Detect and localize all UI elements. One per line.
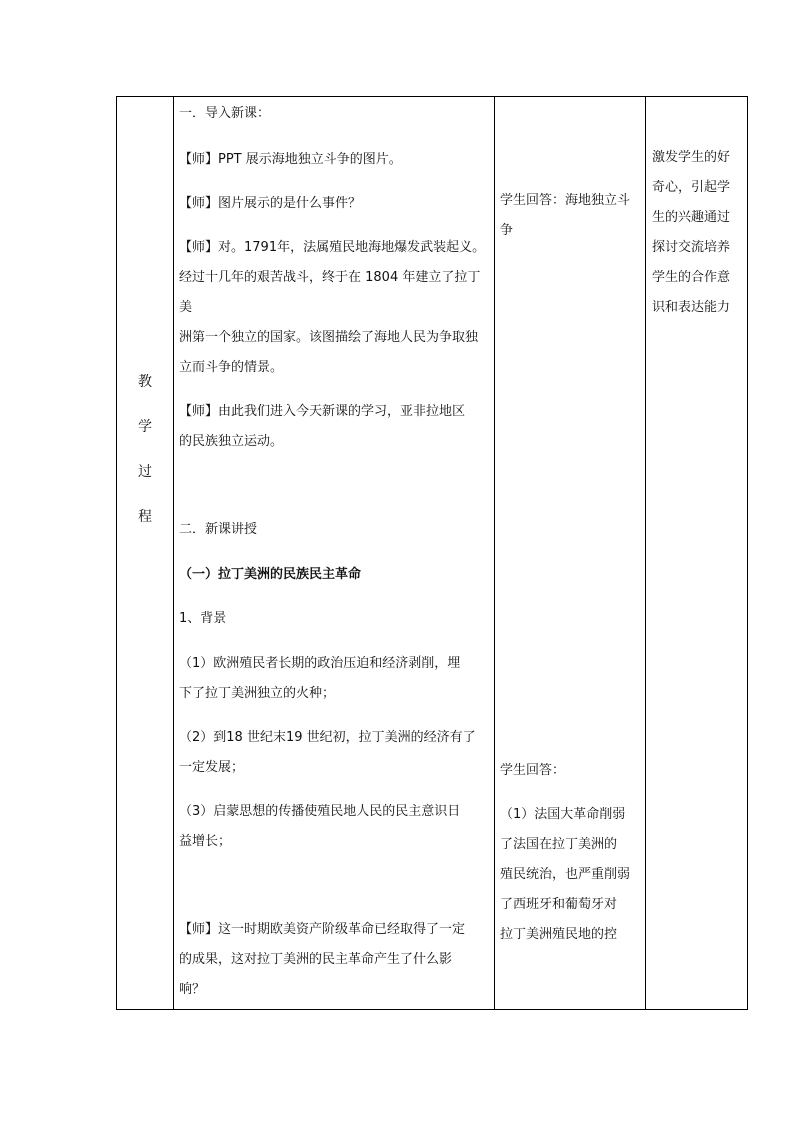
lesson-table [116, 96, 748, 1010]
background-point-2: （2）到18 世纪末19 世纪初，拉丁美洲的经济有了 [179, 730, 476, 745]
student-answer-2-line: 殖民统治，也严重削弱 [500, 867, 631, 882]
question-2-line: 响？ [179, 982, 206, 997]
background-point-3: （3）启蒙思想的传播使殖民地人民的民主意识日 [179, 804, 461, 819]
student-answer-1: 争 [500, 223, 514, 238]
explain-line: 洲第一个独立的国家。该图描绘了海地人民为争取独 [179, 330, 479, 345]
stage-char: 程 [138, 509, 152, 525]
intro-heading: 一．导入新课： [179, 106, 271, 121]
background-heading: 1、背景 [179, 611, 227, 626]
intent-line: 激发学生的好 [652, 150, 731, 165]
background-point-1: （1）欧洲殖民者长期的政治压迫和经济剥削，埋 [179, 656, 461, 671]
explain-line: 立而斗争的情景。 [179, 360, 284, 375]
question-line: 【师】图片展示的是什么事件？ [179, 196, 362, 211]
student-answer-2-label: 学生回答： [500, 763, 566, 778]
explain-line: 【师】对。1791年，法属殖民地海地爆发武装起义。 [179, 240, 486, 255]
stage-char: 过 [138, 464, 152, 480]
intent-line: 生的兴趣通过 [652, 210, 731, 225]
student-answer-2-line: 拉丁美洲殖民地的控 [500, 927, 618, 942]
teaching-content-cell [173, 97, 494, 1009]
intent-line: 识和表达能力 [652, 300, 731, 315]
question-2-line: 【师】这一时期欧美资产阶级革命已经取得了一定 [179, 922, 466, 937]
student-answer-2-line: （1）法国大革命削弱 [500, 807, 626, 822]
design-intent-cell [645, 97, 748, 1009]
student-answer-2-line: 了法国在拉丁美洲的 [500, 837, 618, 852]
stage-label-cell [117, 97, 173, 1009]
enter-line: 的民族独立运动。 [179, 434, 284, 449]
stage-label [117, 373, 173, 553]
student-activity-cell [494, 97, 645, 1009]
intent-line: 探讨交流培养 [652, 240, 731, 255]
ppt-line: 【师】PPT 展示海地独立斗争的图片。 [179, 152, 402, 167]
background-point-2: 一定发展； [179, 760, 245, 775]
question-2-line: 的成果，这对拉丁美洲的民主革命产生了什么影 [179, 952, 453, 967]
section-title: （一）拉丁美洲的民族民主革命 [179, 567, 362, 582]
intent-line: 学生的合作意 [652, 270, 731, 285]
student-answer-1: 学生回答：海地独立斗 [500, 193, 631, 208]
enter-line: 【师】由此我们进入今天新课的学习，亚非拉地区 [179, 404, 466, 419]
stage-char: 学 [138, 419, 152, 435]
intent-line: 奇心，引起学 [652, 180, 731, 195]
new-lesson-heading: 二．新课讲授 [179, 522, 258, 537]
explain-line: 经过十几年的艰苦战斗，终于在 1804 年建立了拉丁美 [179, 270, 481, 315]
student-answer-2-line: 了西班牙和葡萄牙对 [500, 897, 618, 912]
background-point-3: 益增长； [179, 834, 232, 849]
stage-char: 教 [138, 374, 152, 390]
background-point-1: 下了拉丁美洲独立的火种； [179, 686, 336, 701]
